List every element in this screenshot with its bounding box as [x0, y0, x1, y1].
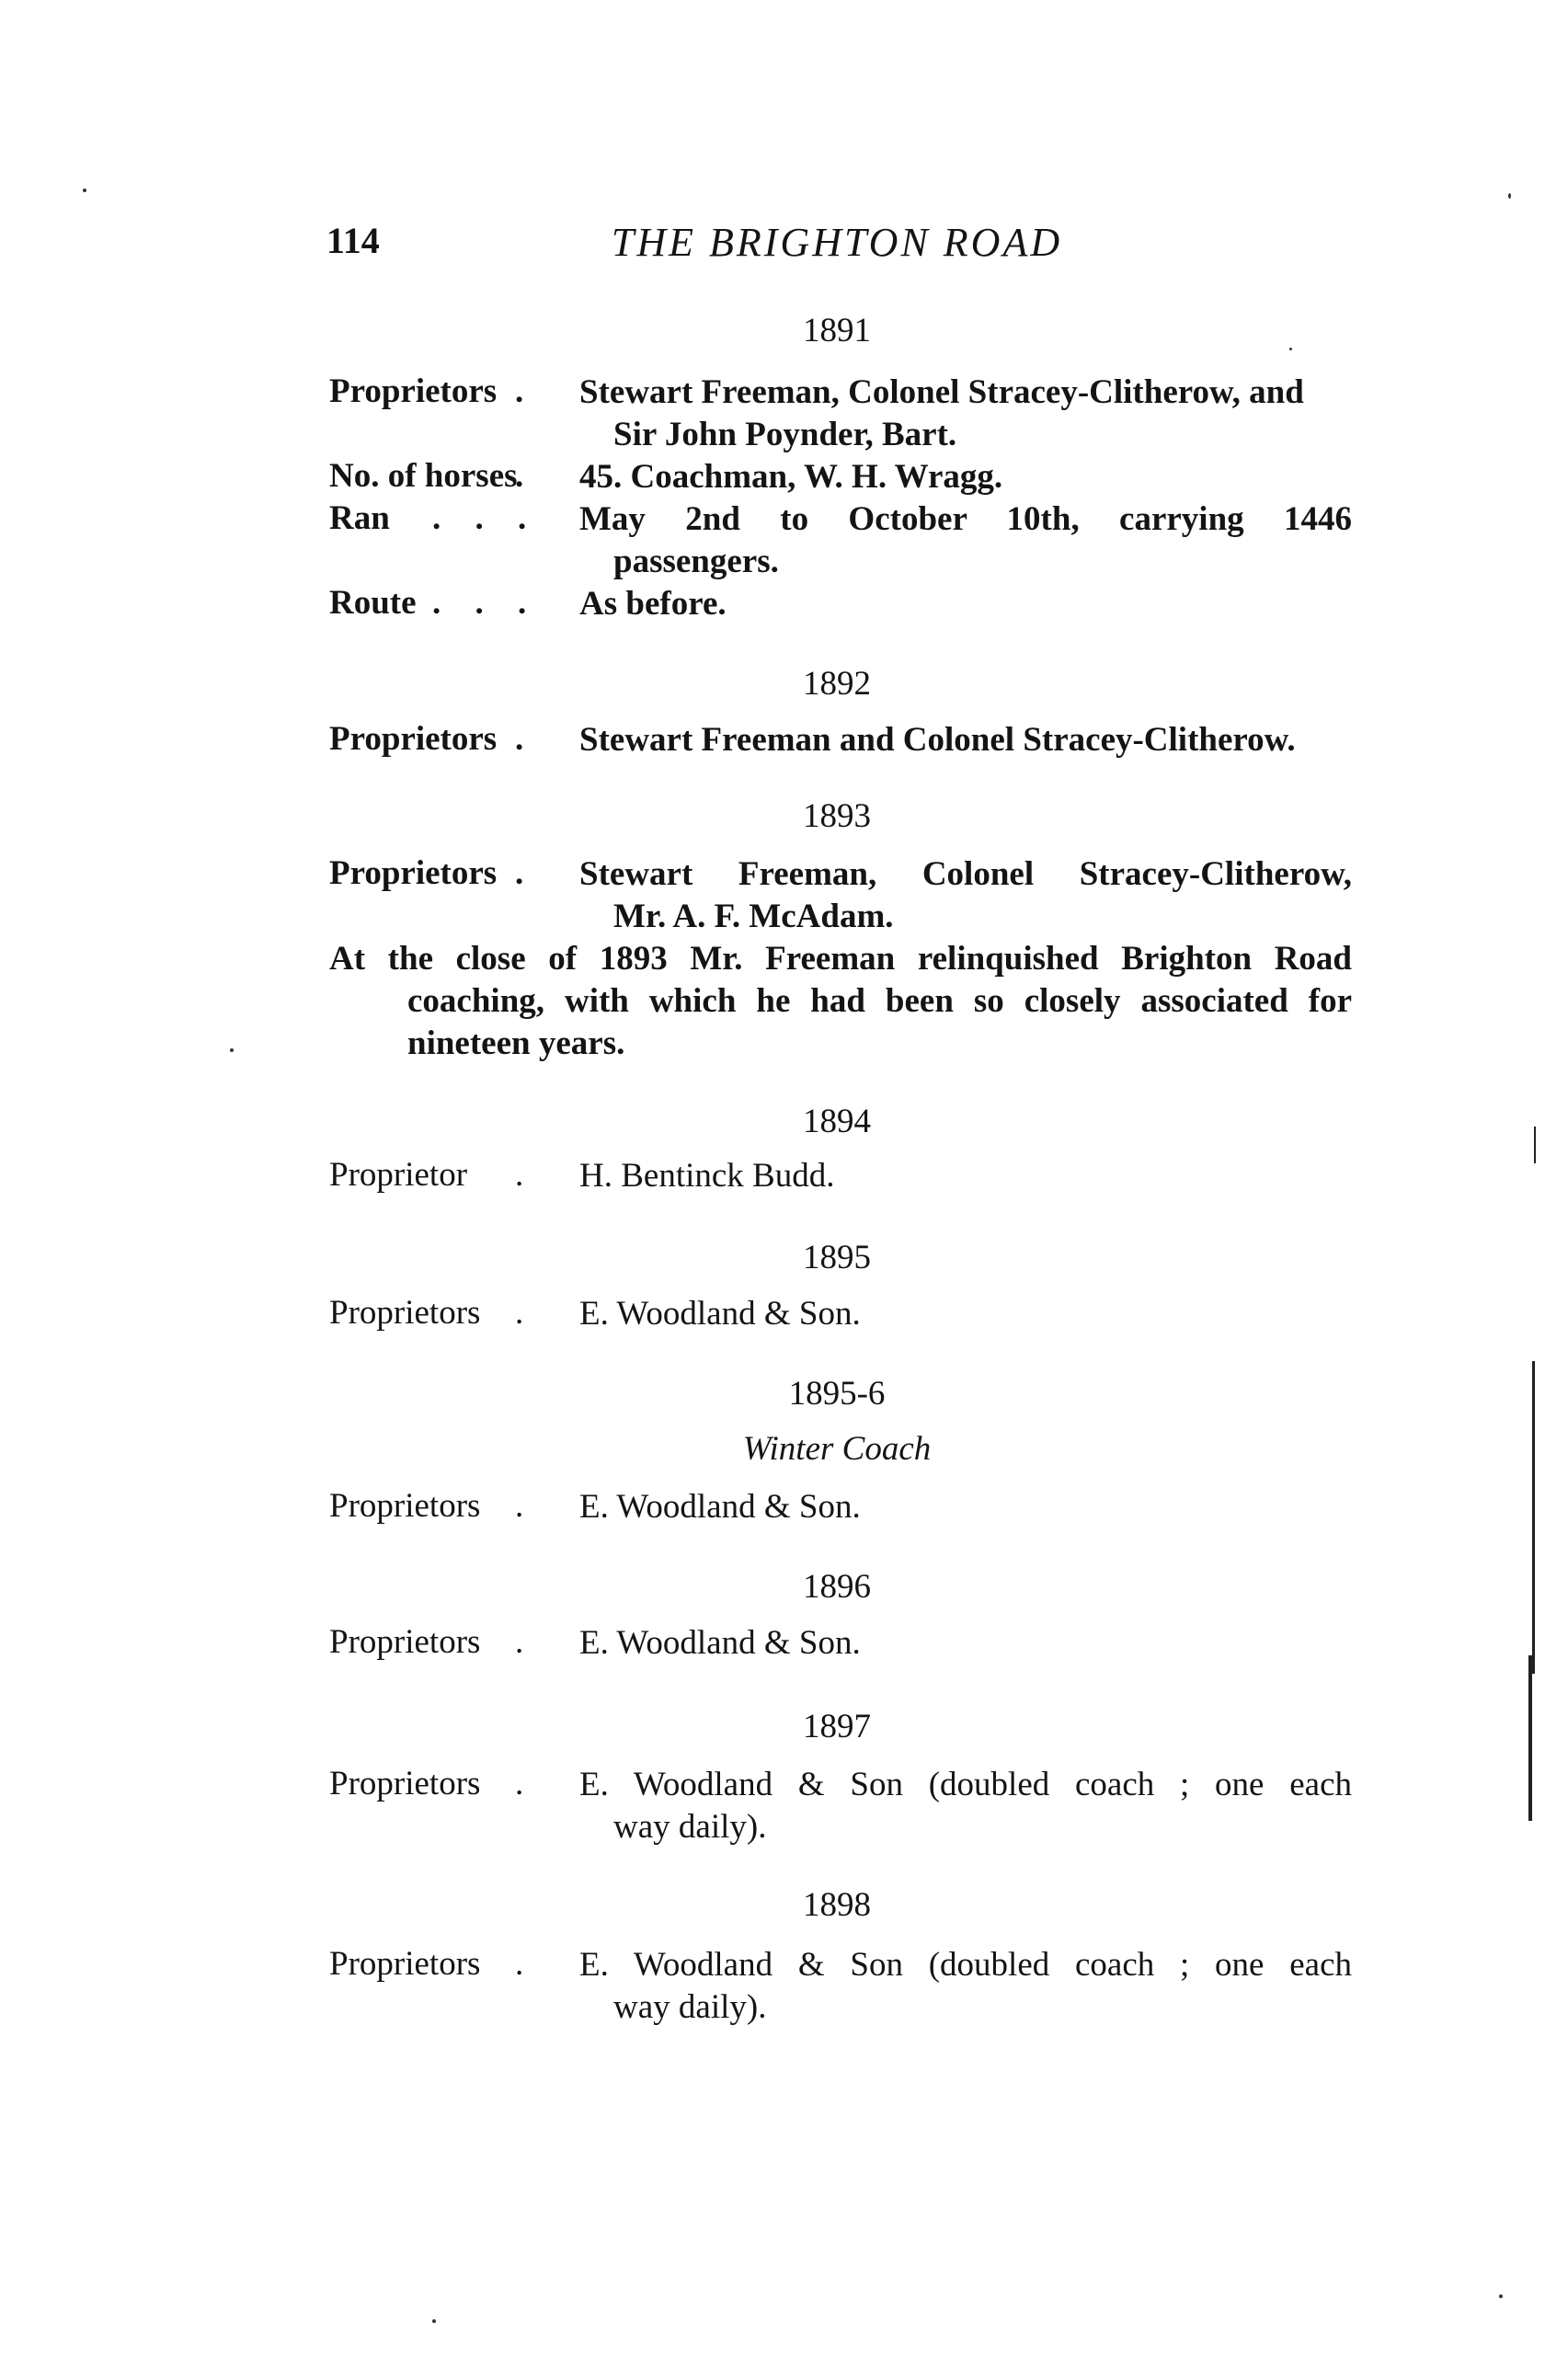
leader-dots: . . .	[432, 499, 540, 537]
year-heading-1892: 1892	[803, 665, 871, 703]
row-label: Proprietors	[329, 372, 498, 410]
leader-dots: . . .	[432, 584, 540, 622]
leader-dots: .	[515, 854, 537, 892]
row-value	[579, 498, 1352, 541]
scan-speck	[1508, 193, 1511, 199]
year-heading-1898: 1898	[803, 1886, 871, 1924]
row-value-continuation: Sir John Poynder, Bart.	[613, 416, 957, 453]
row-value-continuation: way daily).	[613, 1808, 767, 1846]
row-value-line: Stewart Freeman, Colonel Stracey-Clitherow,	[579, 855, 1352, 893]
row-value-continuation: passengers.	[613, 543, 779, 580]
row-value-continuation: way daily).	[613, 1988, 767, 2026]
note-first-line: At the close of 1893 Mr. Freeman relinquished Brighton Road	[329, 940, 1352, 978]
row-value: H. Bentinck Budd.	[579, 1157, 835, 1195]
leader-dots: .	[515, 1487, 537, 1525]
year-heading-1895-6: 1895-6	[788, 1375, 886, 1413]
row-label: Proprietor	[329, 1156, 468, 1194]
scan-speck	[1289, 348, 1292, 350]
year-heading-1896: 1896	[803, 1568, 871, 1606]
year-heading-1895: 1895	[803, 1239, 871, 1276]
note-continuation-line: nineteen years.	[407, 1024, 625, 1062]
row-value	[579, 1944, 1352, 1986]
scan-speck	[432, 2319, 436, 2323]
scan-edge-mark	[1528, 1655, 1532, 1821]
row-label: Proprietors	[329, 1294, 481, 1332]
scan-speck	[230, 1048, 234, 1052]
row-value-line: E. Woodland & Son (doubled coach ; one each	[579, 1946, 1352, 1984]
row-label: Proprietors	[329, 854, 498, 892]
winter-coach-subheading: Winter Coach	[742, 1430, 932, 1468]
page-header	[326, 219, 1347, 274]
row-label: Proprietors	[329, 1623, 481, 1661]
row-value: E. Woodland & Son.	[579, 1624, 861, 1662]
leader-dots: .	[515, 1623, 537, 1661]
row-value: E. Woodland & Son.	[579, 1295, 861, 1333]
row-label: Proprietors	[329, 1765, 481, 1802]
scan-speck	[83, 189, 86, 192]
scan-edge-mark	[1534, 1127, 1536, 1163]
row-value-line: May 2nd to October 10th, carrying 1446	[579, 500, 1352, 538]
page-number: 114	[326, 220, 380, 261]
row-value-continuation-block	[579, 541, 1352, 583]
row-value-continuation-block	[579, 896, 1352, 938]
running-title: THE BRIGHTON ROAD	[611, 220, 1063, 265]
year-heading-1894: 1894	[803, 1103, 871, 1140]
leader-dots: .	[515, 457, 537, 495]
year-heading-1891: 1891	[803, 312, 871, 349]
row-label: Proprietors	[329, 720, 498, 758]
scan-edge-mark	[1532, 1361, 1535, 1674]
row-value-line: E. Woodland & Son (doubled coach ; one each	[579, 1766, 1352, 1803]
row-label: No. of horses	[329, 457, 518, 495]
scan-speck	[1499, 2294, 1503, 2298]
leader-dots: .	[515, 1156, 537, 1194]
row-label: Route	[329, 584, 417, 622]
row-value	[579, 853, 1352, 896]
year-heading-1897: 1897	[803, 1708, 871, 1745]
row-value: 45. Coachman, W. H. Wragg.	[579, 458, 1003, 496]
row-value-line: Stewart Freeman, Colonel Stracey-Clitherow, and	[579, 373, 1304, 411]
row-value	[579, 1764, 1352, 1806]
row-value	[579, 372, 1352, 456]
year-heading-1893: 1893	[803, 797, 871, 835]
row-value: E. Woodland & Son.	[579, 1488, 861, 1526]
row-value-continuation-block	[579, 1986, 1352, 2029]
row-value: As before.	[579, 585, 727, 623]
row-label: Ran	[329, 499, 390, 537]
row-value-continuation: Mr. A. F. McAdam.	[613, 898, 894, 935]
leader-dots: .	[515, 372, 537, 410]
row-label: Proprietors	[329, 1487, 481, 1525]
leader-dots: .	[515, 1945, 537, 1983]
row-value-continuation-block	[579, 1806, 1352, 1848]
leader-dots: .	[515, 720, 537, 758]
note-paragraph	[329, 938, 1352, 1065]
leader-dots: .	[515, 1765, 537, 1802]
row-value: Stewart Freeman and Colonel Stracey-Clitherow.	[579, 721, 1296, 759]
leader-dots: .	[515, 1294, 537, 1332]
note-continuation-line: coaching, with which he had been so closely associated for	[407, 982, 1352, 1020]
row-label: Proprietors	[329, 1945, 481, 1983]
